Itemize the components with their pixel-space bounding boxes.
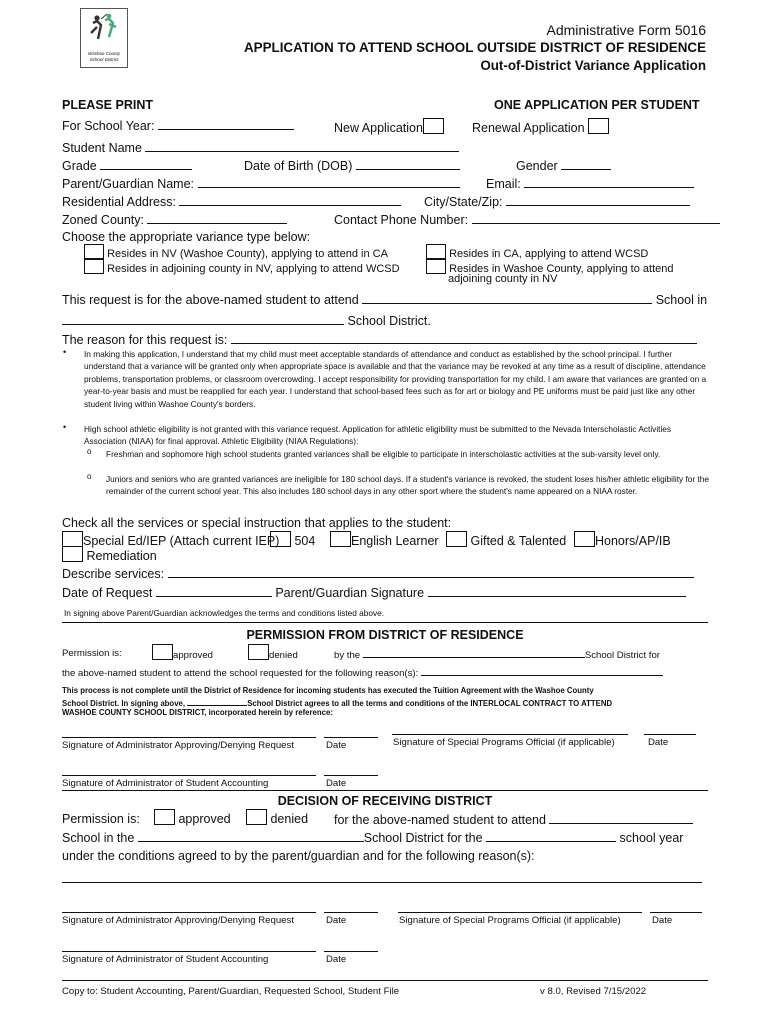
receiving-school-in-label: School in the: [62, 831, 135, 845]
residence-by-the-label: by the: [334, 650, 361, 661]
recv-sig-special-label: Signature of Special Programs Official (if applicable): [399, 915, 621, 926]
honors-label: Honors/AP/IB: [595, 534, 671, 548]
receiving-approved-checkbox[interactable]: [154, 809, 175, 825]
please-print-label: PLEASE PRINT: [62, 98, 153, 112]
variance-adjoining-to-wcsd-checkbox[interactable]: [84, 259, 104, 274]
parent-signature-label: Parent/Guardian Signature: [275, 586, 425, 600]
honors-checkbox[interactable]: [574, 531, 595, 547]
student-name-label: Student Name: [62, 141, 142, 155]
sub-bullet-2: o: [87, 472, 92, 481]
recv-sig-admin-date-line[interactable]: [324, 912, 378, 913]
parent-signature-field[interactable]: [428, 585, 686, 597]
request-label: This request is for the above-named student to attend: [62, 293, 359, 307]
gender-label: Gender: [516, 159, 558, 173]
form-title: APPLICATION TO ATTEND SCHOOL OUTSIDE DISTRICT OF RESIDENCE: [244, 40, 706, 55]
logo-figures-icon: [87, 13, 121, 43]
receiving-denied-checkbox[interactable]: [246, 809, 267, 825]
acknowledgement-text: In signing above Parent/Guardian acknowledges the terms and conditions listed above.: [64, 608, 385, 618]
date-of-request-label: Date of Request: [62, 586, 153, 600]
receiving-district-field[interactable]: [138, 830, 364, 842]
sig-special-line[interactable]: [392, 734, 628, 735]
form-subtitle: Out-of-District Variance Application: [480, 58, 706, 73]
city-field[interactable]: [506, 194, 690, 206]
receiving-permission-label: Permission is:: [62, 812, 140, 826]
residence-denied-checkbox[interactable]: [248, 644, 269, 660]
school-district-field[interactable]: [62, 313, 344, 325]
recv-sig-admin-date-label: Date: [326, 915, 347, 926]
tuition-notice-line1: This process is not complete until the District of Residence for incoming students has executed the Tuition Agreement with the Washoe County: [62, 686, 594, 695]
reason-field[interactable]: [231, 332, 697, 344]
sig-admin-line[interactable]: [62, 737, 316, 738]
parent-name-field[interactable]: [198, 176, 460, 188]
address-field[interactable]: [179, 194, 401, 206]
residence-approved-checkbox[interactable]: [152, 644, 173, 660]
sig-accounting-line[interactable]: [62, 775, 316, 776]
footer-version: v 8.0, Revised 7/15/2022: [540, 986, 647, 997]
sig-accounting-date-line[interactable]: [324, 775, 378, 776]
receiving-denied-label: denied: [270, 812, 309, 826]
logo-text-line2: School District: [89, 57, 119, 62]
tuition-notice-line2b: School District agrees to all the terms and conditions of the INTERLOCAL CONTRACT TO ATTEND: [247, 699, 613, 708]
email-label: Email:: [486, 177, 521, 191]
receiving-divider: [62, 790, 708, 791]
footer-rule: [62, 980, 708, 981]
recv-sig-special-date-line[interactable]: [650, 912, 702, 913]
tuition-district-field[interactable]: [187, 697, 247, 706]
iep-checkbox[interactable]: [62, 531, 83, 547]
receiving-conditions-label: under the conditions agreed to by the parent/guardian and for the following reason(s):: [62, 849, 535, 863]
describe-services-label: Describe services:: [62, 567, 165, 581]
residence-reason-field[interactable]: [421, 666, 663, 676]
zoned-county-label: Zoned County:: [62, 213, 144, 227]
receiving-reason-field[interactable]: [62, 882, 702, 883]
recv-sig-admin-label: Signature of Administrator Approving/Denying Request: [62, 915, 294, 926]
variance-ca-to-wcsd-label: Resides in CA, applying to attend WCSD: [449, 248, 649, 260]
school-district-label: School District.: [347, 314, 431, 328]
receiving-heading: DECISION OF RECEIVING DISTRICT: [277, 794, 493, 808]
sig-admin-label: Signature of Administrator Approving/Denying Request: [62, 740, 294, 751]
residence-district-for-label: School District for: [584, 650, 660, 661]
variance-washoe-to-adjoining-label-2: adjoining county in NV: [448, 273, 558, 285]
sub-bullet-1: o: [87, 447, 92, 456]
504-checkbox[interactable]: [270, 531, 291, 547]
terms-sub-paragraph-2: Juniors and seniors who are granted variances are ineligible for 180 school days. If a student's variance is revoked, the student loses his/her athletic eligibility for the remainder of the current school year. This also includes 180 school days in any other sport where the student's name appeared on a NIAA roster.: [106, 474, 709, 497]
variance-nv-to-ca-checkbox[interactable]: [84, 244, 104, 259]
bullet-1: •: [63, 347, 67, 357]
footer-copy-to: Copy to: Student Accounting, Parent/Guardian, Requested School, Student File: [62, 986, 400, 997]
section-divider: [62, 622, 708, 623]
new-application-checkbox[interactable]: [423, 118, 444, 134]
form-number: Administrative Form 5016: [546, 22, 706, 38]
requested-school-field[interactable]: [362, 292, 652, 304]
sig-accounting-label: Signature of Administrator of Student Accounting: [62, 778, 269, 789]
recv-sig-special-date-label: Date: [652, 915, 673, 926]
sig-admin-date-line[interactable]: [324, 737, 378, 738]
date-of-request-field[interactable]: [156, 585, 272, 597]
tuition-notice-line2a: School District. In signing above,: [62, 699, 186, 708]
phone-field[interactable]: [472, 212, 720, 224]
grade-label: Grade: [62, 159, 97, 173]
email-field[interactable]: [524, 176, 694, 188]
iep-label: Special Ed/IEP (Attach current IEP): [83, 534, 280, 548]
phone-label: Contact Phone Number:: [334, 213, 469, 227]
recv-sig-accounting-date-label: Date: [326, 954, 347, 965]
gifted-label: Gifted & Talented: [470, 534, 567, 548]
zoned-county-field[interactable]: [147, 212, 287, 224]
variance-nv-to-ca-label: Resides in NV (Washoe County), applying to attend in CA: [107, 248, 388, 260]
receiving-district-for-label: School District for the: [363, 831, 483, 845]
variance-ca-to-wcsd-checkbox[interactable]: [426, 244, 446, 259]
receiving-school-field[interactable]: [549, 812, 693, 824]
receiving-attend-label: for the above-named student to attend: [334, 813, 546, 827]
sig-special-date-label: Date: [648, 737, 669, 748]
bullet-2: •: [63, 422, 67, 432]
school-year-field[interactable]: [158, 118, 294, 130]
describe-services-field[interactable]: [168, 566, 694, 578]
one-per-student-label: ONE APPLICATION PER STUDENT: [494, 98, 700, 112]
residence-permission-label: Permission is:: [62, 648, 122, 659]
residence-heading: PERMISSION FROM DISTRICT OF RESIDENCE: [246, 628, 524, 642]
district-logo: [80, 8, 128, 68]
reason-label: The reason for this request is:: [62, 333, 228, 347]
recv-sig-accounting-label: Signature of Administrator of Student Accounting: [62, 954, 269, 965]
gender-field[interactable]: [561, 158, 611, 170]
variance-washoe-to-adjoining-checkbox[interactable]: [426, 259, 446, 274]
school-in-label: School in: [655, 293, 708, 307]
recv-sig-accounting-line[interactable]: [62, 951, 316, 952]
residence-denied-label: denied: [269, 650, 298, 661]
variance-prompt: Choose the appropriate variance type below:: [62, 230, 311, 244]
terms-paragraph-1: In making this application, I understand that my child must meet acceptable standards of attendance and conduct as established by the school principal. I further understand that a variance will be granted only when appropriate space is available and that the variance may be revoked at any time as a result of discipline, attendance problems, transportation problems, or classroom overcrowding. I accept responsibility for providing transportation for my child. I am aware that variances are granted on a year-to-year basis and must be reapplied for each year. I understand that school-based fees such as for art or biology and PE uniforms must be paid just like any other student living within Washoe County's borders.: [84, 349, 707, 409]
recv-sig-admin-line[interactable]: [62, 912, 316, 913]
sig-admin-date-label: Date: [326, 740, 347, 751]
renewal-application-label: Renewal Application: [472, 121, 585, 135]
new-application-label: New Application: [334, 121, 423, 135]
english-learner-checkbox[interactable]: [330, 531, 351, 547]
logo-text-line1: Washoe County: [88, 51, 120, 56]
receiving-school-year-field[interactable]: [486, 830, 616, 842]
english-learner-label: English Learner: [351, 534, 439, 548]
recv-sig-special-line[interactable]: [398, 912, 642, 913]
sig-accounting-date-label: Date: [326, 778, 347, 789]
dob-label: Date of Birth (DOB): [244, 159, 353, 173]
tuition-notice-line3: WASHOE COUNTY SCHOOL DISTRICT, incorporated herein by reference:: [62, 708, 333, 717]
sig-special-date-line[interactable]: [644, 734, 696, 735]
school-year-label: For School Year:: [62, 119, 155, 133]
dob-field[interactable]: [356, 158, 460, 170]
residence-reason-label: the above-named student to attend the school requested for the following reason(s):: [62, 668, 419, 679]
variance-adjoining-to-wcsd-label: Resides in adjoining county in NV, applying to attend WCSD: [107, 263, 400, 275]
receiving-school-year-label: school year: [619, 831, 684, 845]
gifted-checkbox[interactable]: [446, 531, 467, 547]
receiving-approved-label: approved: [178, 812, 231, 826]
remediation-label: Remediation: [86, 549, 157, 563]
terms-paragraph-2: High school athletic eligibility is not granted with this variance request. Application for athletic eligibility must be submitted to the Nevada Interscholastic Activities Association (NIAA) for final approval. Athletic Eligibility (NIAA Regulations):: [84, 424, 672, 447]
renewal-application-checkbox[interactable]: [588, 118, 609, 134]
residence-approved-label: approved: [173, 650, 214, 661]
sig-special-label: Signature of Special Programs Official (if applicable): [393, 737, 615, 748]
remediation-checkbox[interactable]: [62, 546, 83, 562]
grade-field[interactable]: [100, 158, 192, 170]
terms-sub-paragraph-1: Freshman and sophomore high school students granted variances shall be eligible to participate in interscholastic activities at the sub-varsity level only.: [106, 449, 661, 459]
residence-district-field[interactable]: [363, 648, 585, 658]
504-label: 504: [294, 534, 316, 548]
parent-name-label: Parent/Guardian Name:: [62, 177, 195, 191]
services-prompt: Check all the services or special instruction that applies to the student:: [62, 516, 452, 530]
recv-sig-accounting-date-line[interactable]: [324, 951, 378, 952]
city-label: City/State/Zip:: [424, 195, 503, 209]
variance-washoe-to-adjoining-label: Resides in Washoe County, applying to attend: [449, 263, 674, 275]
student-name-field[interactable]: [145, 140, 459, 152]
address-label: Residential Address:: [62, 195, 176, 209]
